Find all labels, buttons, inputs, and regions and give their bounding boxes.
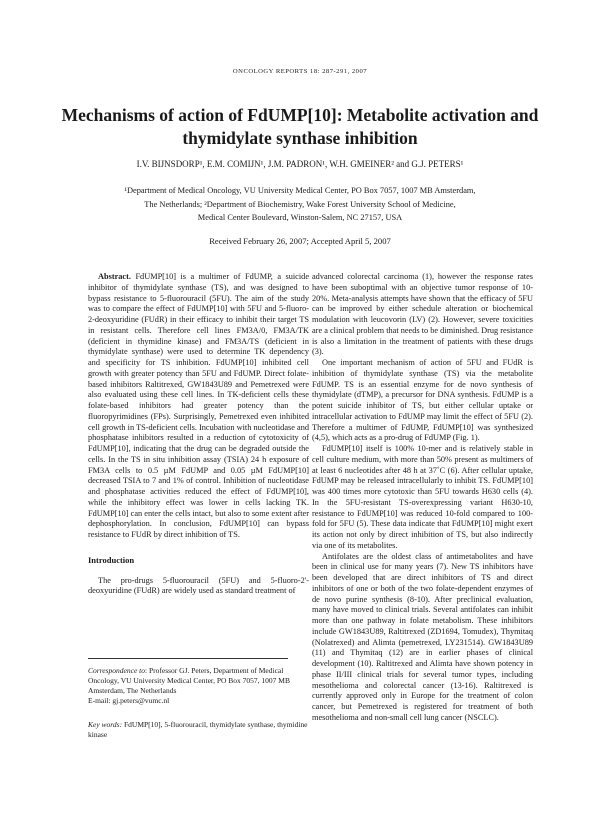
received-dates: Received February 26, 2007; Accepted April 5, 2007 bbox=[209, 236, 391, 246]
body-paragraph: advanced colorectal carcinoma (1), however the response rates have been suboptimal with an objective tumor response of 10-20%. Meta-analysis attempts have shown that the efficacy of 5FU can be improved by either schedule alteration or biochemical modulation with leucovorin (LV) (2). However, severe toxicities are a clinical problem that needs to be diminished. Drug resistance is also a limitation in the treatment of patients with these drugs (3). bbox=[312, 272, 533, 357]
right-column bbox=[312, 272, 533, 724]
correspondence-text: : Professor GJ. Peters, Department of Medical Oncology, VU University Medical Center, PO Box 7057, 1007 MB Amsterdam, The Netherlands bbox=[88, 666, 290, 695]
introduction-heading: Introduction bbox=[88, 554, 135, 565]
abstract-text: FdUMP[10] is a multimer of FdUMP, a suicide inhibitor of thymidylate synthase (TS), and was designed to bypass resistance to 5-fluorouracil (5FU). The aim of the study was to compare the effect of FdUMP[10] with 5FU and 5-fluoro-2-deoxyuridine (FUdR) in their efficacy to inhibit their target TS in resistant cells. Therefore cell lines FM3A/0, FM3A/TK (deficient in thymidine kinase) and FM3A/TS (deficient in thymidylate synthase) were used to determine TK dependency and specificity for TS inhibition. FdUMP[10] inhibited cell growth with greater potency than 5FU and FdUMP. Direct folate-based inhibitors Raltitrexed, GW1843U89 and Pemetrexed were also evaluated using these cell lines. In TK-deficient cells these folate-based inhibitors had greater potency than the fluoropyrimidines (FPs). Surprisingly, Pemetrexed even inhibited cell growth in TS-deficient cells. Incubation with nucleotidase and phosphatase inhibitors resulted in a reduction of cytotoxicity of FdUMP[10], indicating that the drug can be degraded outside the cells. In the TS in situ inhibition assay (TSIA) 24 h exposure of FM3A cells to 0.5 µM FdUMP and 0.05 µM FdUMP[10] decreased TSIA to 7 and 1% of control. Inhibition of nucleotidase and phosphatase activities reduced the effect of FdUMP[10], while the inhibitory effect was lower in cells lacking TK. FdUMP[10] can enter the cells intact, but also to some extent after dephosphorylation. In conclusion, FdUMP[10] can bypass resistance to FUdR by direct inhibition of TS. bbox=[88, 272, 309, 539]
footnote-rule bbox=[88, 658, 288, 659]
body-paragraph: One important mechanism of action of 5FU and FUdR is inhibition of thymidylate synthase (TS) via the metabolite FdUMP. TS is an essential enzyme for de novo synthesis of thymidylate (dTMP), a precursor for DNA synthesis. FdUMP is a potent suicide inhibitor of TS, but either cellular uptake or intracellular activation to FdUMP may limit the effect of 5FU (2). Therefore a multimer of FdUMP, FdUMP[10] was synthesized (4,5), which acts as a pro-drug of FdUMP (Fig. 1). bbox=[312, 358, 533, 443]
body-paragraph: FdUMP[10] itself is 100% 10-mer and is relatively stable in cell culture medium, with more than 50% present as multimers of at least 6 nucleotides after 48 h at 37˚C (6). After cellular uptake, FdUMP may be released intracellularly to inhibit TS. FdUMP[10] was 400 times more cytotoxic than 5FU towards H630 cells (4). In the 5FU-resistant TS-overexpressing variant H630-10, resistance to FdUMP[10] was reduced 10-fold compared to 100-fold for 5FU (5). These data indicate that FdUMP[10] might exert its action not only by direct inhibition of TS, but also indirectly via one of its metabolites. bbox=[312, 444, 533, 550]
correspondence-email: E-mail: gj.peters@vumc.nl bbox=[88, 696, 170, 705]
footnotes bbox=[88, 666, 309, 740]
intro-paragraph: The pro-drugs 5-fluorouracil (5FU) and 5-fluoro-2'-deoxyuridine (FUdR) are widely used as standard treatment of bbox=[88, 575, 309, 596]
affiliations bbox=[80, 184, 520, 225]
abstract-label: Abstract. bbox=[98, 272, 131, 281]
article-title: Mechanisms of action of FdUMP[10]: Metabolite activation and thymidylate synthase inhibition bbox=[61, 105, 539, 148]
correspondence-label: Correspondence to bbox=[88, 666, 146, 675]
affiliation-line: The Netherlands; ²Department of Biochemistry, Wake Forest University School of Medicine, bbox=[144, 199, 456, 209]
keywords-note bbox=[88, 720, 309, 740]
keywords-label: Key words: bbox=[88, 720, 123, 729]
abstract bbox=[88, 272, 309, 541]
keywords-text: FdUMP[10], 5-fluorouracil, thymidylate synthase, thymidine kinase bbox=[88, 720, 308, 739]
correspondence-note bbox=[88, 666, 309, 696]
affiliation-line: ¹Department of Medical Oncology, VU University Medical Center, PO Box 7057, 1007 MB Amsterdam, bbox=[124, 186, 476, 195]
author-list: I.V. BIJNSDORP¹, E.M. COMIJN¹, J.M. PADRON¹, W.H. GMEINER² and G.J. PETERS¹ bbox=[136, 159, 464, 169]
affiliation-line: Medical Center Boulevard, Winston-Salem, NC 27157, USA bbox=[197, 213, 403, 223]
left-column bbox=[88, 272, 309, 597]
running-head: ONCOLOGY REPORTS 18: 287-291, 2007 bbox=[232, 68, 368, 75]
body-paragraph: Antifolates are the oldest class of antimetabolites and have been in clinical use for many years (7). New TS inhibitors have been developed that are direct inhibitors of TS and direct inhibitors of one or both of the two folate-dependent enzymes of de novo purine synthesis (8-10). After preclinical evaluation, many have moved to clinical trials. Several antifolates can inhibit more than one pathway in folate metabolism. These inhibitors include GW1843U89, Raltitrexed (ZD1694, Tomudex), Thymitaq (Nolatrexed) and Alimta (pemetrexed, LY231514). GW1843U89 (11) and Thymitaq (12) are in earlier phases of clinical development (10). Raltitrexed and Alimta have shown potency in phase II/III clinical trials for several tumor types, including mesothelioma and colorectal cancer (13-16). Raltitrexed is currently approved only in Europe for the treatment of colon cancer, but Pemetrexed is registered for treatment of both mesothelioma and non-small cell lung cancer (NSCLC). bbox=[312, 551, 533, 722]
